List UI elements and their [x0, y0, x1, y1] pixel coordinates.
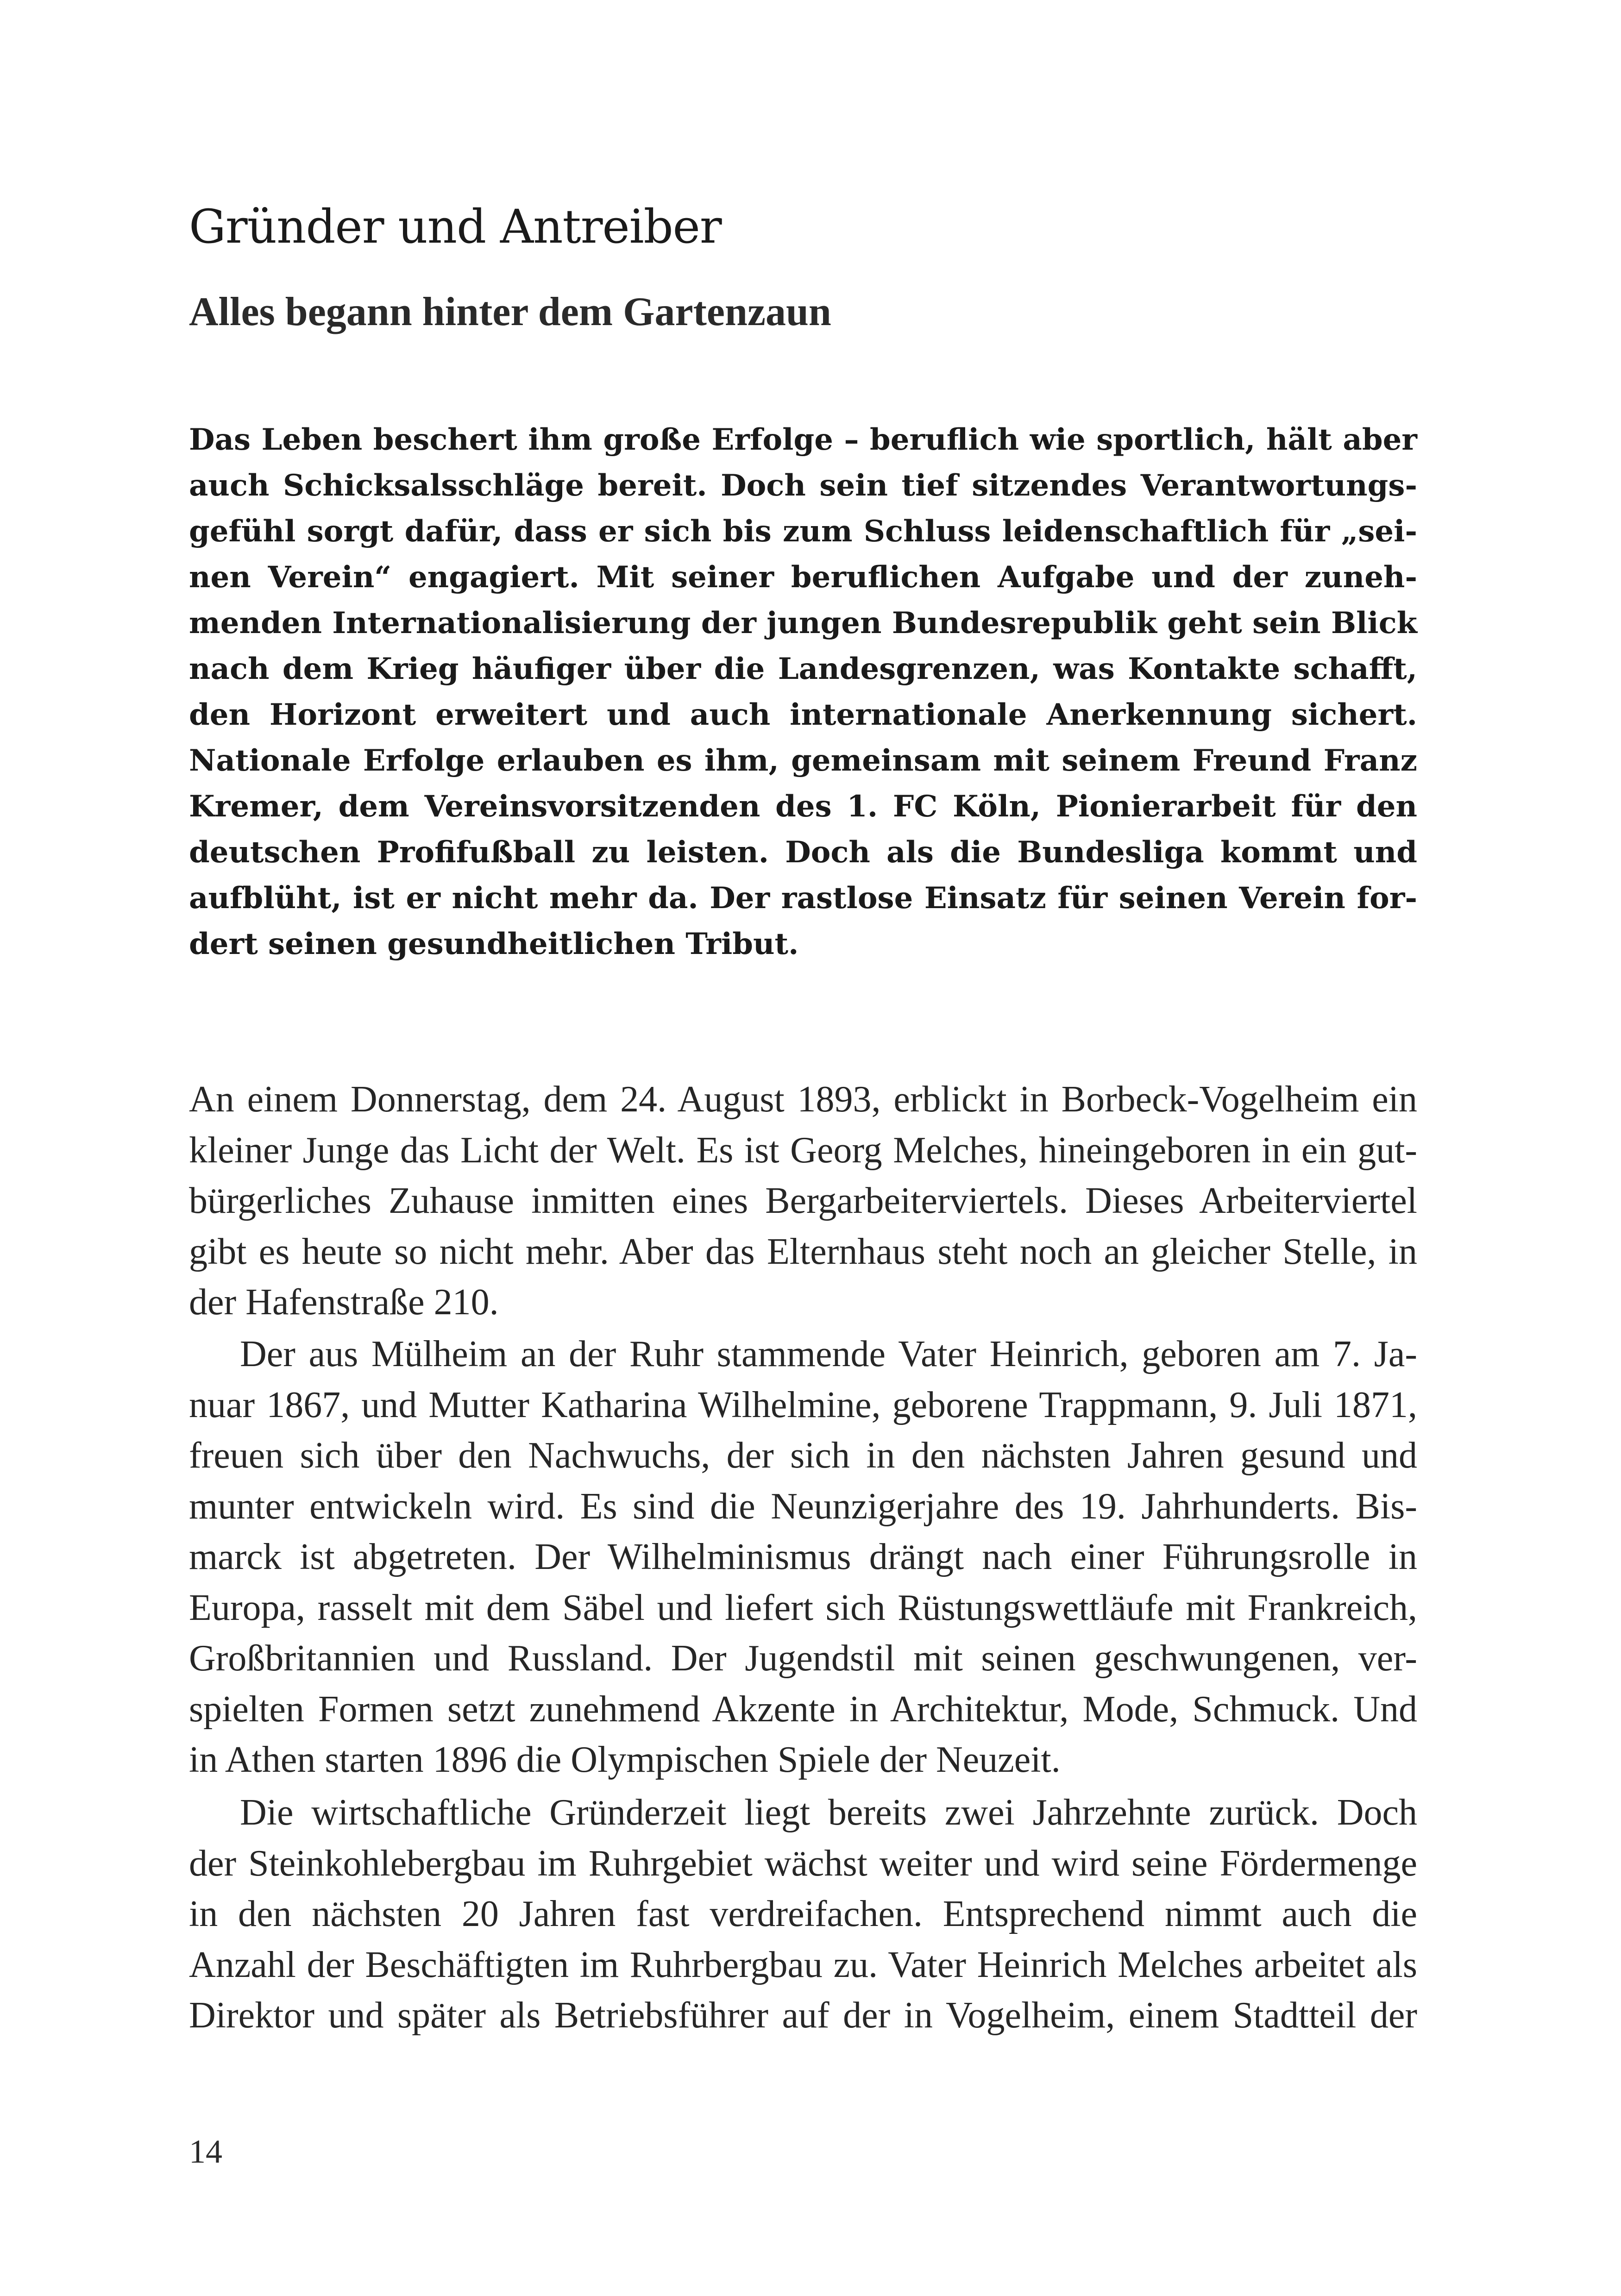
body-line: An einem Donnerstag, dem 24. August 1893, erblickt in Borbeck-Vogelheim ein	[189, 1079, 1417, 1120]
lead-line: dert seinen gesundheitlichen Tribut.	[189, 927, 799, 961]
chapter-subtitle: Alles begann hinter dem Gartenzaun	[189, 289, 831, 334]
lead-line: menden Internationalisierung der jungen Bundesrepublik geht sein Blick	[189, 606, 1417, 640]
lead-line: nach dem Krieg häufiger über die Landesgrenzen, was Kontakte schafft,	[189, 652, 1417, 686]
lead-line: Das Leben beschert ihm große Erfolge – beruflich wie sportlich, hält aber	[189, 422, 1417, 457]
body-paragraph-1	[189, 1074, 1417, 1328]
body-paragraph-3	[189, 1788, 1417, 2041]
body-line: bürgerliches Zuhause inmitten eines Bergarbeiterviertels. Dieses Arbeiterviertel	[189, 1180, 1417, 1221]
body-line: gibt es heute so nicht mehr. Aber das Elternhaus steht noch an gleicher Stelle, in	[189, 1231, 1417, 1272]
body-line: in den nächsten 20 Jahren fast verdreifachen. Entsprechend nimmt auch die	[189, 1894, 1417, 1934]
body-line: Direktor und später als Betriebsführer auf der in Vogelheim, einem Stadtteil der	[189, 1995, 1417, 2036]
body-line: spielten Formen setzt zunehmend Akzente in Architektur, Mode, Schmuck. Und	[189, 1688, 1417, 1730]
body-line: munter entwickeln wird. Es sind die Neunzigerjahre des 19. Jahrhunderts. Bis-	[189, 1486, 1417, 1527]
body-line: marck ist abgetreten. Der Wilhelminismus drängt nach einer Führungsrolle in	[189, 1537, 1417, 1577]
body-line: Der aus Mülheim an der Ruhr stammende Vater Heinrich, geboren am 7. Ja-	[240, 1334, 1417, 1374]
lead-line: den Horizont erweitert und auch internationale Anerkennung sichert.	[189, 697, 1417, 732]
body-line: nuar 1867, und Mutter Katharina Wilhelmine, geborene Trappmann, 9. Juli 1871,	[189, 1384, 1417, 1425]
body-line: in Athen starten 1896 die Olympischen Spiele der Neuzeit.	[189, 1739, 1061, 1780]
body-line: Europa, rasselt mit dem Säbel und liefert sich Rüstungswettläufe mit Frankreich,	[189, 1587, 1417, 1628]
body-line: kleiner Junge das Licht der Welt. Es ist Georg Melches, hineingeboren in ein gut-	[189, 1129, 1417, 1171]
lead-line: gefühl sorgt dafür, dass er sich bis zum Schluss leidenschaftlich für „sei-	[189, 514, 1417, 549]
lead-line: Nationale Erfolge erlauben es ihm, gemeinsam mit seinem Freund Franz	[189, 743, 1417, 778]
page-number: 14	[189, 2133, 222, 2170]
chapter-title: Gründer und Antreiber	[189, 200, 722, 254]
body-line: der Steinkohlebergbau im Ruhrgebiet wächst weiter und wird seine Fördermenge	[189, 1843, 1417, 1884]
body-paragraph-2	[189, 1329, 1417, 1786]
lead-paragraph	[189, 417, 1417, 967]
body-line: freuen sich über den Nachwuchs, der sich in den nächsten Jahren gesund und	[189, 1435, 1417, 1476]
body-line: Anzahl der Beschäftigten im Ruhrbergbau zu. Vater Heinrich Melches arbeitet als	[189, 1944, 1417, 1985]
lead-line: auch Schicksalsschläge bereit. Doch sein tief sitzendes Verantwortungs-	[189, 468, 1417, 503]
lead-line: Kremer, dem Vereinsvorsitzenden des 1. FC Köln, Pionierarbeit für den	[189, 789, 1417, 824]
lead-line: deutschen Profifußball zu leisten. Doch als die Bundesliga kommt und	[189, 835, 1417, 870]
body-line: Großbritannien und Russland. Der Jugendstil mit seinen geschwungenen, ver-	[189, 1638, 1417, 1679]
body-line: der Hafenstraße 210.	[189, 1282, 499, 1323]
lead-line: aufblüht, ist er nicht mehr da. Der rastlose Einsatz für seinen Verein for-	[189, 881, 1417, 916]
body-line: Die wirtschaftliche Gründerzeit liegt bereits zwei Jahrzehnte zurück. Doch	[240, 1792, 1417, 1833]
lead-line: nen Verein“ engagiert. Mit seiner beruflichen Aufgabe und der zuneh-	[189, 560, 1417, 595]
